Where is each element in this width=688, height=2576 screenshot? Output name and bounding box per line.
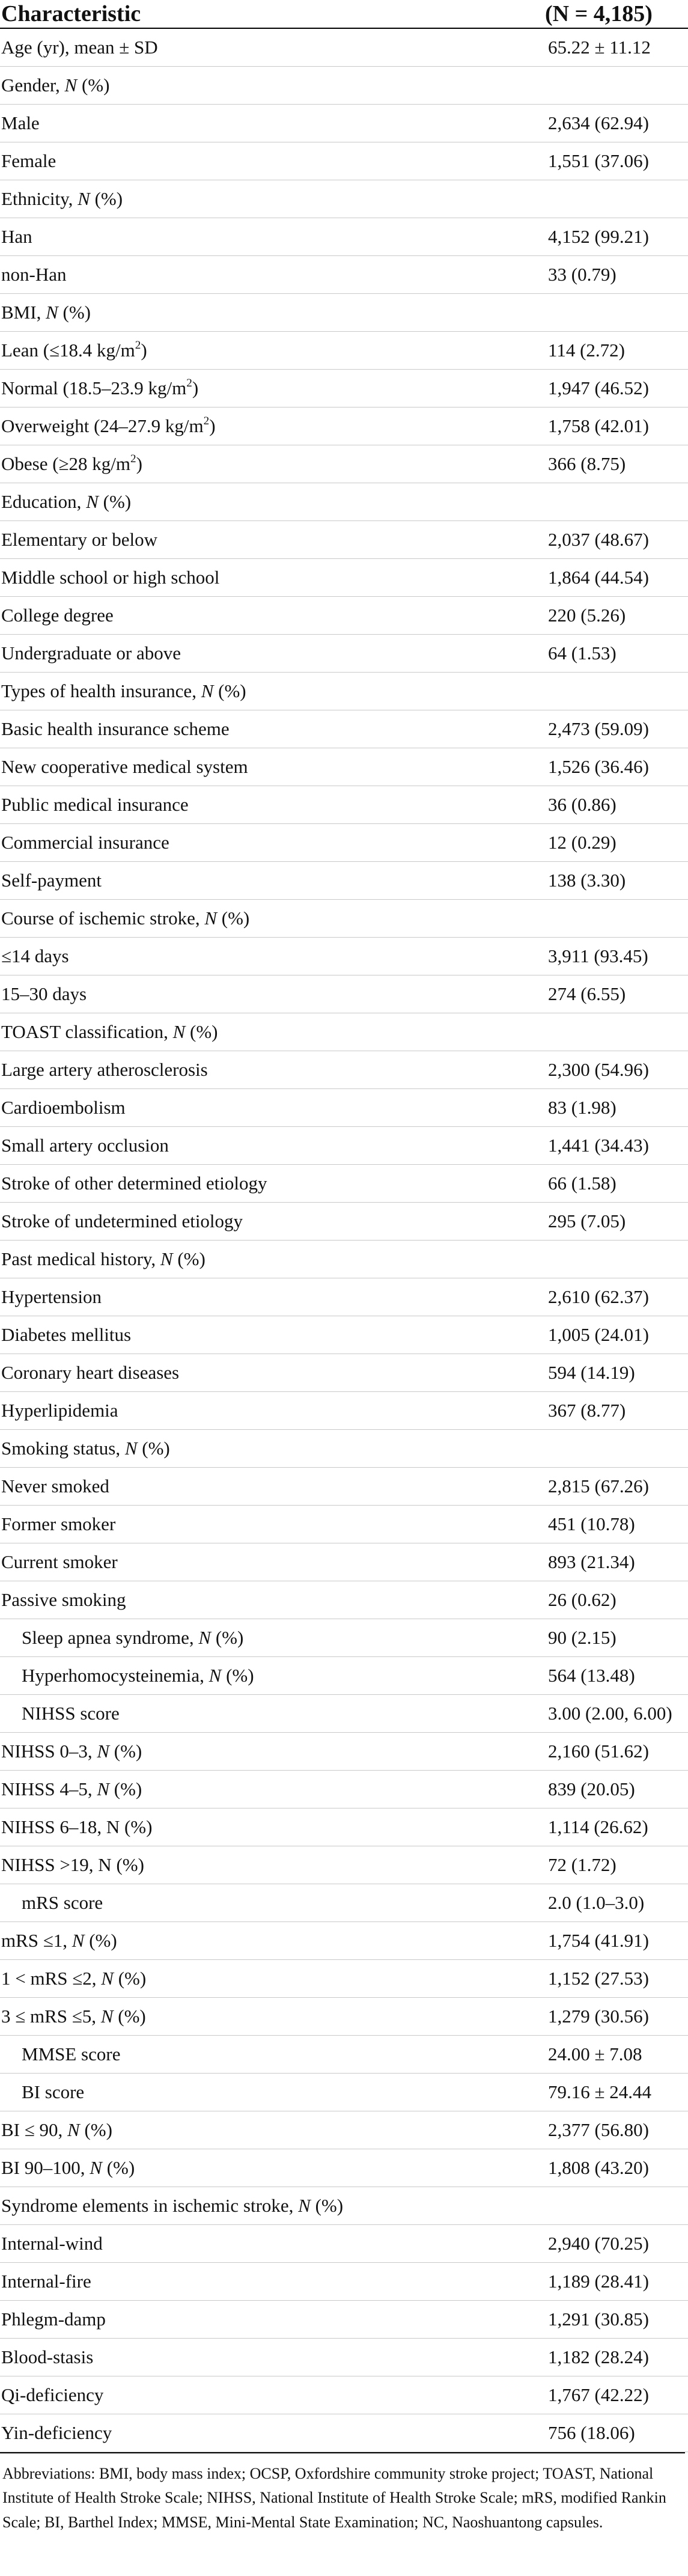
row-value: 138 (3.30)	[548, 870, 626, 891]
row-label-italic: N	[124, 1438, 138, 1459]
row-value: 2,160 (51.62)	[548, 1741, 649, 1762]
row-label-text: Current smoker	[1, 1551, 118, 1572]
row-value: 2,610 (62.37)	[548, 1286, 649, 1307]
row-value: 1,005 (24.01)	[548, 1324, 649, 1345]
row-label	[0, 1513, 548, 1535]
row-value: 64 (1.53)	[548, 642, 616, 664]
row-label	[0, 2119, 548, 2141]
row-label-italic: N	[201, 680, 214, 701]
row-label	[0, 2157, 548, 2179]
row-label-text: Blood-stasis	[1, 2346, 94, 2367]
row-label	[0, 1210, 548, 1232]
table-row	[0, 2187, 688, 2225]
row-label-italic: N	[101, 1968, 114, 1989]
row-label-text: Internal-fire	[1, 2271, 91, 2292]
row-label-text: Middle school or high school	[1, 567, 220, 588]
table-row	[0, 2225, 688, 2263]
row-value: 367 (8.77)	[548, 1400, 626, 1421]
row-value: 1,947 (46.52)	[548, 377, 649, 398]
table-row	[0, 180, 688, 218]
row-label-superscript: 2	[130, 452, 136, 465]
row-label-text: Ethnicity,	[1, 188, 78, 209]
row-label	[0, 1476, 548, 1497]
row-label	[0, 756, 548, 778]
row-label	[0, 188, 548, 210]
row-label-suffix: (%)	[310, 2195, 344, 2216]
row-label	[0, 1741, 548, 1762]
row-label-text: Male	[1, 112, 40, 133]
row-label	[0, 680, 548, 702]
row-label-italic: N	[72, 1930, 85, 1951]
table-row	[0, 2074, 688, 2111]
row-value: 33 (0.79)	[548, 264, 616, 285]
table-row	[0, 1922, 688, 1960]
row-label-text: Hyperlipidemia	[1, 1400, 118, 1421]
row-label-text: Stroke of undetermined etiology	[1, 1210, 243, 1232]
row-label	[0, 1627, 548, 1649]
row-value: 1,754 (41.91)	[548, 1930, 649, 1951]
row-value: 274 (6.55)	[548, 983, 626, 1004]
row-value: 90 (2.15)	[548, 1627, 616, 1648]
table-row	[0, 483, 688, 521]
table-row	[0, 900, 688, 938]
row-label	[0, 1097, 548, 1119]
row-value: 3,911 (93.45)	[548, 945, 648, 966]
row-label	[0, 2384, 548, 2406]
table-row	[0, 67, 688, 105]
row-label-text: Obese (≥28 kg/m	[1, 453, 131, 474]
row-label-text: Self-payment	[1, 870, 102, 891]
row-label-suffix: )	[141, 340, 147, 361]
row-label	[0, 1021, 548, 1043]
table-row	[0, 445, 688, 483]
row-label-text: Sleep apnea syndrome,	[22, 1627, 199, 1648]
row-label-text: 3 ≤ mRS ≤5,	[1, 2006, 101, 2027]
row-label-superscript: 2	[203, 414, 210, 427]
row-label-italic: N	[204, 908, 218, 929]
row-label	[0, 983, 548, 1005]
row-value: 2,300 (54.96)	[548, 1059, 649, 1080]
row-label-superscript: 2	[186, 376, 192, 389]
row-value: 36 (0.86)	[548, 794, 616, 815]
row-label	[0, 1248, 548, 1270]
row-label-text: Public medical insurance	[1, 794, 189, 815]
table-body	[0, 29, 688, 2452]
row-label-text: Cardioembolism	[1, 1097, 126, 1118]
row-label-text: Commercial insurance	[1, 832, 169, 853]
row-label-text: NIHSS 4–5,	[1, 1778, 97, 1799]
row-label-italic: N	[172, 1021, 186, 1042]
row-label-text: Past medical history,	[1, 1248, 160, 1269]
row-label	[0, 226, 548, 248]
row-value: 1,114 (26.62)	[548, 1816, 648, 1837]
row-label-text: Elementary or below	[1, 529, 157, 550]
row-label-text: Coronary heart diseases	[1, 1362, 180, 1383]
row-label-text: TOAST classification,	[1, 1021, 173, 1042]
row-label	[0, 377, 548, 399]
row-label-suffix: (%)	[137, 1438, 170, 1459]
row-label	[0, 1968, 548, 1989]
row-label-suffix: )	[192, 377, 199, 398]
row-label-text: Han	[1, 226, 32, 247]
table-row	[0, 786, 688, 824]
row-label-italic: N	[198, 1627, 212, 1648]
row-label-suffix: (%)	[102, 2157, 135, 2178]
table-row	[0, 1695, 688, 1733]
row-value: 65.22 ± 11.12	[548, 37, 651, 58]
table-row	[0, 2414, 688, 2452]
row-value: 114 (2.72)	[548, 340, 625, 361]
row-label	[0, 642, 548, 664]
row-value: 1,808 (43.20)	[548, 2157, 649, 2178]
table-row	[0, 597, 688, 635]
row-value: 366 (8.75)	[548, 453, 626, 474]
row-label	[0, 1816, 548, 1838]
row-value: 79.16 ± 24.44	[548, 2081, 652, 2102]
row-label	[0, 794, 548, 816]
row-label-text: BI ≤ 90,	[1, 2119, 68, 2140]
table-row	[0, 1543, 688, 1581]
table-row	[0, 2111, 688, 2149]
table-row	[0, 142, 688, 180]
row-label-superscript: 2	[135, 338, 141, 352]
table-row	[0, 1884, 688, 1922]
row-label	[0, 1362, 548, 1384]
row-label-suffix: (%)	[98, 491, 132, 512]
row-label	[0, 2006, 548, 2027]
row-label-text: Education,	[1, 491, 87, 512]
row-label-text: Undergraduate or above	[1, 642, 181, 664]
row-value: 2,634 (62.94)	[548, 112, 649, 133]
row-label	[0, 2195, 548, 2217]
table-row	[0, 975, 688, 1013]
table-row	[0, 2339, 688, 2376]
row-label-text: Gender,	[1, 75, 65, 96]
table-row	[0, 1354, 688, 1392]
table-row	[0, 332, 688, 370]
table-row	[0, 1468, 688, 1506]
table-row	[0, 1657, 688, 1695]
row-value: 1,551 (37.06)	[548, 150, 649, 171]
row-label-text: New cooperative medical system	[1, 756, 248, 777]
row-label-suffix: (%)	[109, 1778, 142, 1799]
table-row	[0, 1203, 688, 1241]
row-label-text: Internal-wind	[1, 2233, 103, 2254]
header-sample-size: (N = 4,185)	[545, 1, 653, 26]
row-value: 2,037 (48.67)	[548, 529, 649, 550]
table-row	[0, 1506, 688, 1543]
row-value: 1,279 (30.56)	[548, 2006, 649, 2027]
row-value: 1,291 (30.85)	[548, 2309, 649, 2330]
row-label-suffix: (%)	[90, 188, 123, 209]
row-value: 26 (0.62)	[548, 1589, 616, 1610]
row-value: 564 (13.48)	[548, 1665, 635, 1686]
row-label-italic: N	[90, 2157, 102, 2178]
row-value: 2,815 (67.26)	[548, 1476, 649, 1497]
table-row	[0, 1013, 688, 1051]
row-label	[0, 37, 548, 58]
row-label	[0, 150, 548, 172]
row-value: 1,441 (34.43)	[548, 1135, 649, 1156]
row-value: 2.0 (1.0–3.0)	[548, 1892, 645, 1913]
row-label-italic: N	[160, 1248, 173, 1269]
row-label	[0, 302, 548, 323]
table-row	[0, 256, 688, 294]
table-row	[0, 2301, 688, 2339]
row-label	[0, 415, 548, 437]
row-value: 1,767 (42.22)	[548, 2384, 649, 2405]
row-value: 1,758 (42.01)	[548, 415, 649, 436]
table-row	[0, 1165, 688, 1203]
row-value: 220 (5.26)	[548, 605, 626, 626]
row-label	[0, 2081, 548, 2103]
table-row	[0, 370, 688, 407]
row-label	[0, 1854, 548, 1876]
row-value: 72 (1.72)	[548, 1854, 616, 1875]
table-row	[0, 1771, 688, 1808]
row-label-suffix: (%)	[185, 1021, 218, 1042]
row-label	[0, 491, 548, 513]
row-label-text: Stroke of other determined etiology	[1, 1173, 267, 1194]
row-value: 83 (1.98)	[548, 1097, 616, 1118]
row-label-suffix: (%)	[58, 302, 91, 323]
table-row	[0, 1127, 688, 1165]
row-label	[0, 1551, 548, 1573]
row-label-text: mRS ≤1,	[1, 1930, 72, 1951]
table-row	[0, 294, 688, 332]
table-row	[0, 1278, 688, 1316]
table-row	[0, 2263, 688, 2301]
table-row	[0, 559, 688, 597]
row-label	[0, 529, 548, 551]
table-row	[0, 1733, 688, 1771]
row-label-text: Female	[1, 150, 56, 171]
table-row	[0, 1808, 688, 1846]
row-label	[0, 2233, 548, 2254]
row-label-suffix: (%)	[84, 1930, 117, 1951]
row-label	[0, 75, 548, 96]
row-value: 893 (21.34)	[548, 1551, 635, 1572]
row-label	[0, 2043, 548, 2065]
table-row	[0, 1581, 688, 1619]
row-label	[0, 1135, 548, 1156]
row-value: 1,526 (36.46)	[548, 756, 649, 777]
table-row	[0, 938, 688, 975]
row-label	[0, 1892, 548, 1914]
row-label	[0, 1703, 548, 1724]
row-label	[0, 112, 548, 134]
row-value: 24.00 ± 7.08	[548, 2043, 642, 2065]
row-label-suffix: )	[209, 415, 216, 436]
row-label-text: Phlegm-damp	[1, 2309, 106, 2330]
table-row	[0, 862, 688, 900]
row-label-text: Lean (≤18.4 kg/m	[1, 340, 135, 361]
row-label	[0, 1438, 548, 1459]
row-value: 12 (0.29)	[548, 832, 616, 853]
row-value: 2,377 (56.80)	[548, 2119, 649, 2140]
row-label-text: Yin-deficiency	[1, 2422, 112, 2443]
table-footnote: Abbreviations: BMI, body mass index; OCSP, Oxfordshire community stroke project; TOAST, National Institute of Health Stroke Scale; NIHSS, National Institute of Health Stroke Scale; mRS, modified Rankin Scale; BI, Barthel Index; MMSE, Mini-Mental State Examination; NC, Naoshuantong capsules.	[0, 2452, 685, 2535]
row-label-text: Diabetes mellitus	[1, 1324, 132, 1345]
row-label-italic: N	[86, 491, 99, 512]
row-label-text: MMSE score	[22, 2043, 121, 2065]
row-label-text: Small artery occlusion	[1, 1135, 169, 1156]
row-label	[0, 718, 548, 740]
table-row	[0, 1619, 688, 1657]
row-label	[0, 945, 548, 967]
row-label-text: Course of ischemic stroke,	[1, 908, 205, 929]
row-label-suffix: (%)	[79, 2119, 112, 2140]
row-label-text: non-Han	[1, 264, 67, 285]
row-label-text: ≤14 days	[1, 945, 69, 966]
row-label-text: Smoking status,	[1, 1438, 125, 1459]
table-row	[0, 1051, 688, 1089]
row-value: 2,473 (59.09)	[548, 718, 649, 739]
row-label-text: College degree	[1, 605, 114, 626]
row-label-text: NIHSS 0–3,	[1, 1741, 97, 1762]
table-row	[0, 635, 688, 673]
row-label	[0, 1778, 548, 1800]
row-value: 756 (18.06)	[548, 2422, 635, 2443]
table-row	[0, 1392, 688, 1430]
row-label-italic: N	[97, 1741, 110, 1762]
row-value: 839 (20.05)	[548, 1778, 635, 1799]
row-label	[0, 453, 548, 475]
row-label	[0, 567, 548, 588]
row-label-italic: N	[46, 302, 58, 323]
row-label-text: Age (yr), mean ± SD	[1, 37, 158, 58]
row-label	[0, 1173, 548, 1194]
row-value: 295 (7.05)	[548, 1210, 626, 1232]
row-label-suffix: (%)	[113, 1968, 147, 1989]
row-label-italic: N	[100, 2006, 114, 2027]
table-row	[0, 1430, 688, 1468]
table-row	[0, 29, 688, 67]
row-label-text: Overweight (24–27.9 kg/m	[1, 415, 204, 436]
row-label-suffix: (%)	[217, 908, 250, 929]
row-label	[0, 870, 548, 891]
table-row	[0, 748, 688, 786]
row-value: 1,189 (28.41)	[548, 2271, 649, 2292]
row-label-text: Types of health insurance,	[1, 680, 201, 701]
row-label-italic: N	[64, 75, 78, 96]
row-label	[0, 832, 548, 853]
row-label-italic: N	[78, 188, 90, 209]
row-label-suffix: )	[136, 453, 142, 474]
table-row	[0, 1960, 688, 1998]
row-label-italic: N	[298, 2195, 311, 2216]
row-label	[0, 2271, 548, 2292]
row-label-suffix: (%)	[77, 75, 110, 96]
row-label	[0, 2346, 548, 2368]
row-value: 66 (1.58)	[548, 1173, 616, 1194]
row-label-suffix: (%)	[113, 2006, 146, 2027]
table-row	[0, 407, 688, 445]
table-row	[0, 2149, 688, 2187]
row-label-text: Large artery atherosclerosis	[1, 1059, 208, 1080]
table-row	[0, 1998, 688, 2036]
row-label-text: BI 90–100,	[1, 2157, 90, 2178]
header-characteristic: Characteristic	[1, 1, 141, 26]
table-row	[0, 2376, 688, 2414]
table-row	[0, 824, 688, 862]
row-label-text: BI score	[22, 2081, 85, 2102]
row-label-italic: N	[67, 2119, 80, 2140]
row-value: 1,152 (27.53)	[548, 1968, 649, 1989]
row-label-text: Basic health insurance scheme	[1, 718, 230, 739]
row-label-text: NIHSS >19, N (%)	[1, 1854, 144, 1875]
row-label-text: Hyperhomocysteinemia,	[22, 1665, 209, 1686]
row-label	[0, 1286, 548, 1308]
row-value: 4,152 (99.21)	[548, 226, 649, 247]
row-label-italic: N	[209, 1665, 222, 1686]
row-label-text: Passive smoking	[1, 1589, 126, 1610]
row-label-suffix: (%)	[109, 1741, 142, 1762]
row-label-text: Never smoked	[1, 1476, 109, 1497]
table-row	[0, 2036, 688, 2074]
table-row	[0, 1316, 688, 1354]
row-label-suffix: (%)	[221, 1665, 254, 1686]
table-row	[0, 673, 688, 710]
row-label-text: Normal (18.5–23.9 kg/m	[1, 377, 187, 398]
row-label	[0, 605, 548, 626]
table-header	[0, 0, 688, 29]
table-row	[0, 218, 688, 256]
table-row	[0, 105, 688, 142]
row-label-suffix: (%)	[211, 1627, 244, 1648]
row-label-text: Hypertension	[1, 1286, 102, 1307]
table-row	[0, 1089, 688, 1127]
row-label	[0, 1059, 548, 1081]
row-value: 451 (10.78)	[548, 1513, 635, 1534]
row-label-text: 15–30 days	[1, 983, 87, 1004]
table-row	[0, 1241, 688, 1278]
row-label	[0, 264, 548, 285]
row-label	[0, 1400, 548, 1421]
row-label	[0, 1665, 548, 1686]
row-value: 1,864 (44.54)	[548, 567, 649, 588]
row-label-text: mRS score	[22, 1892, 103, 1913]
row-value: 594 (14.19)	[548, 1362, 635, 1383]
row-label-text: NIHSS score	[22, 1703, 120, 1724]
row-label	[0, 908, 548, 929]
row-label	[0, 1589, 548, 1611]
row-label-text: BMI,	[1, 302, 46, 323]
row-label-suffix: (%)	[172, 1248, 205, 1269]
row-label-text: Former smoker	[1, 1513, 116, 1534]
row-label	[0, 2309, 548, 2330]
row-label	[0, 1324, 548, 1346]
row-label	[0, 2422, 548, 2444]
row-label-text: Syndrome elements in ischemic stroke,	[1, 2195, 299, 2216]
table-row	[0, 521, 688, 559]
row-label-text: Qi-deficiency	[1, 2384, 104, 2405]
row-value: 2,940 (70.25)	[548, 2233, 649, 2254]
table-row	[0, 710, 688, 748]
row-label	[0, 1930, 548, 1952]
row-label-text: 1 < mRS ≤2,	[1, 1968, 102, 1989]
row-label-suffix: (%)	[213, 680, 246, 701]
row-label	[0, 340, 548, 361]
row-label-italic: N	[97, 1778, 110, 1799]
row-label-text: NIHSS 6–18, N (%)	[1, 1816, 153, 1837]
table-row	[0, 1846, 688, 1884]
row-value: 3.00 (2.00, 6.00)	[548, 1703, 672, 1724]
row-value: 1,182 (28.24)	[548, 2346, 649, 2367]
